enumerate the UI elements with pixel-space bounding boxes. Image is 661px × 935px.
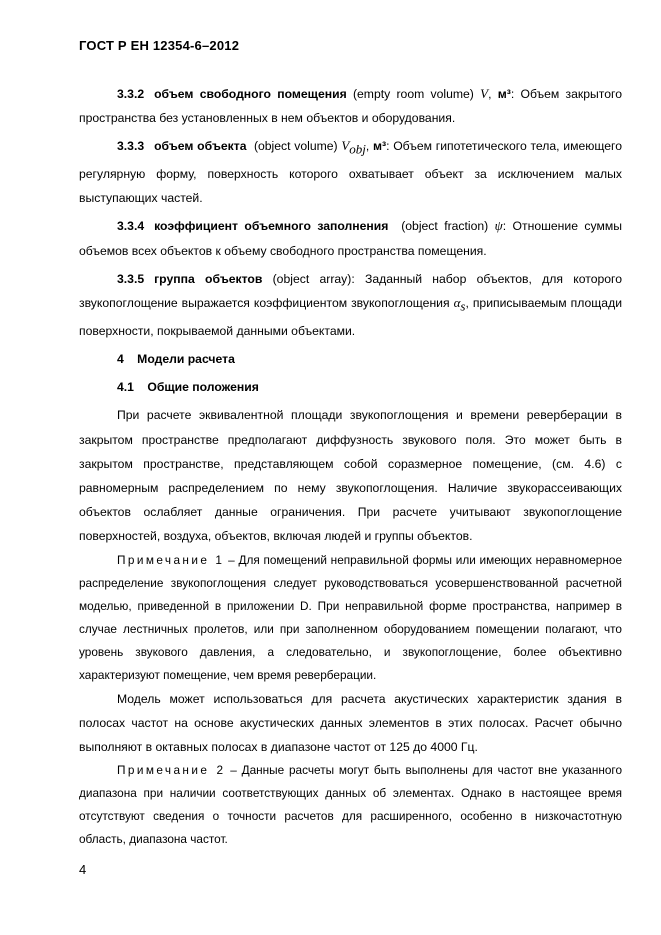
term-english: (object volume) [253, 139, 338, 154]
term: объем объекта [154, 139, 247, 154]
note-label: Примечание 1 [117, 552, 225, 567]
clause-number: 3.3.4 [117, 219, 145, 234]
unit: м³ [373, 139, 387, 154]
term-english: (object fraction) [401, 219, 489, 234]
term: коэффициент объемного заполнения [154, 219, 389, 234]
definition-text: : Заданный набор объектов, для которого звукопоглощение выражается коэффициентом звукопоглощения [79, 271, 622, 311]
term-english: (object array) [272, 271, 352, 286]
document-header: ГОСТ Р ЕН 12354-6–2012 [79, 38, 240, 53]
note-1 [79, 549, 622, 687]
definition-3-3-5 [79, 267, 622, 343]
section-heading [79, 347, 622, 371]
subsection-heading [79, 375, 622, 399]
note-2 [79, 759, 622, 851]
paragraph: Модель может использоваться для расчета акустических характеристик здания в полосах частот на основе акустических данных элементов в этих полосах. Расчет обычно выполняют в октавных полосах в диапазоне частот от 125 до 4000 Гц. [79, 691, 622, 754]
section-title: Модели расчета [137, 351, 235, 366]
term: группа объектов [154, 271, 263, 286]
note-text: – Данные расчеты могут быть выполнены для частот вне указанного диапазона при наличии соответствующих данных об элементах. Однако в настоящее время отсутствуют сведения о точности расчетов для расширенного, особенно в низкочастотную область, диапазона частот. [79, 763, 623, 847]
clause-number: 3.3.5 [117, 271, 145, 286]
symbol-subscript: obj [349, 141, 366, 157]
symbol: α [453, 295, 461, 311]
paragraph: При расчете эквивалентной площади звукопоглощения и времени реверберации в закрытом пространстве предполагают диффузность звукового поля. Это может быть в закрытом пространстве, представляющем собой соразмерное помещение, (см. 4.6) с равномерным распределением по нему звукопоглощения. Наличие звукорассеивающих объектов ослабляет данные ограничения. При расчете учитывают звукопоглощение поверхностей, воздуха, объектов, включая людей и группы объектов. [79, 408, 622, 544]
note-text: – Для помещений неправильной формы или имеющих неравномерное распределение звукопоглощения следует руководствоваться усовершенствованной расчетной моделью, приведенной в приложении D. При неправильной форме пространства, например в случае лестничных пролетов, или при заполненном оборудованием помещении полагают, что уровень звукового давления, а следовательно, и звукопоглощение, более объективно характеризуют помещение, чем время реверберации. [79, 552, 623, 682]
page-number: 4 [79, 862, 87, 877]
definition-3-3-2: 3.3.2 объем свободного помещения (empty room volume) V, м³: Объем закрытого пространства без установленных в нем объектов и оборудования. [79, 86, 622, 126]
unit: м³ [497, 87, 511, 101]
section-number: 4 [117, 351, 124, 366]
term-english: (empty room volume) [352, 87, 474, 101]
definition-3-3-4 [79, 214, 622, 262]
document-body [79, 82, 622, 851]
symbol: ψ [494, 218, 503, 234]
symbol-subscript: s [460, 298, 466, 314]
symbol: V [341, 138, 350, 154]
definition-text-end: , приписываемым площади поверхности, покрываемой данными объектами. [79, 296, 623, 338]
subsection-number: 4.1 [117, 380, 134, 395]
subsection-title: Общие положения [147, 380, 259, 395]
note-label: Примечание 2 [117, 763, 226, 778]
clause-number: 3.3.3 [117, 139, 145, 154]
definition-text: : Объем закрытого пространства без установленных в нем объектов и оборудования. [79, 87, 622, 126]
clause-number: 3.3.2 [117, 87, 145, 101]
term: объем свободного помещения [154, 87, 347, 101]
symbol: V [480, 86, 489, 101]
definition-3-3-3: 3.3.3 объем объекта (object volume) $V_{obj}$, м³: Объем гипотетического тела, имеющего регулярную форму, поверхность которого охватывает объект за исключением малых выступающих частей. [79, 138, 623, 206]
definition-text: : Отношение суммы объемов всех объектов к объему свободного пространства помещения. [79, 219, 622, 258]
definition-text: : Объем гипотетического тела, имеющего регулярную форму, поверхность которого охватывает объект за исключением малых выступающих частей. [79, 139, 623, 206]
